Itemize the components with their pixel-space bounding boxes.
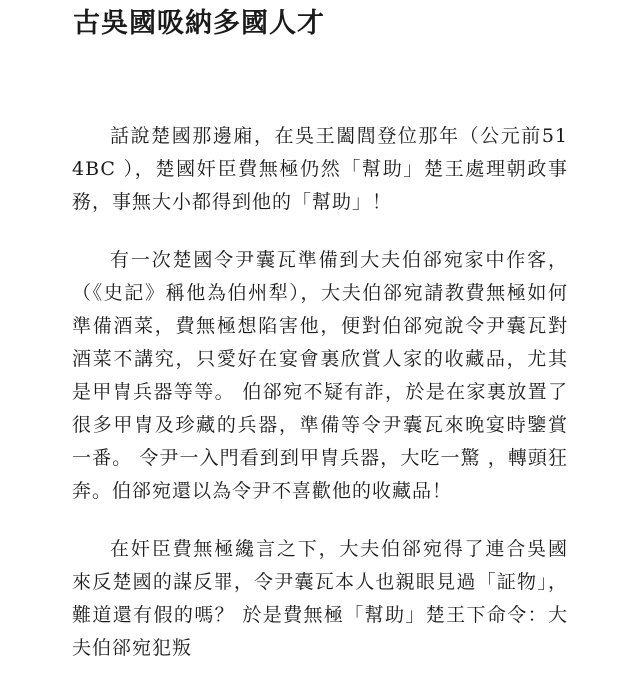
article-paragraph: 有一次楚國令尹囊瓦準備到大夫伯郤宛家中作客，（《史記》稱他為伯州犁），大夫伯郤宛請教費無極如何準備酒菜，費無極想陷害他，便對伯郤宛說令尹囊瓦對酒菜不講究，只愛好在宴會裏欣賞人家的收藏品，尤其是甲冑兵器等等。 伯郤宛不疑有詐，於是在家裏放置了很多甲冑及珍藏的兵器，準備等令尹囊瓦來晚宴時鑒賞一番。 令尹一入門看到到甲冑兵器，大吃一驚 ，轉頭狂奔。伯郤宛還以為令尹不喜歡他的收藏品！ bbox=[72, 249, 568, 502]
article-title: 古吳國吸納多國人才 bbox=[73, 8, 325, 39]
article-body bbox=[72, 120, 568, 690]
article-paragraph: 在奸臣費無極纔言之下，大夫伯郤宛得了連合吳國來反楚國的謀反罪，令尹囊瓦本人也親眼見過「証物」，難道還有假的嗎？ 於是費無極「幫助」楚王下命令：大夫伯郤宛犯叛 bbox=[72, 538, 568, 659]
article-paragraph: 話說楚國那邊廂，在吳王闔閭登位那年（公元前514BC ），楚國奸臣費無極仍然「幫助」楚王處理朝政事務，事無大小都得到他的「幫助」！ bbox=[72, 125, 568, 213]
